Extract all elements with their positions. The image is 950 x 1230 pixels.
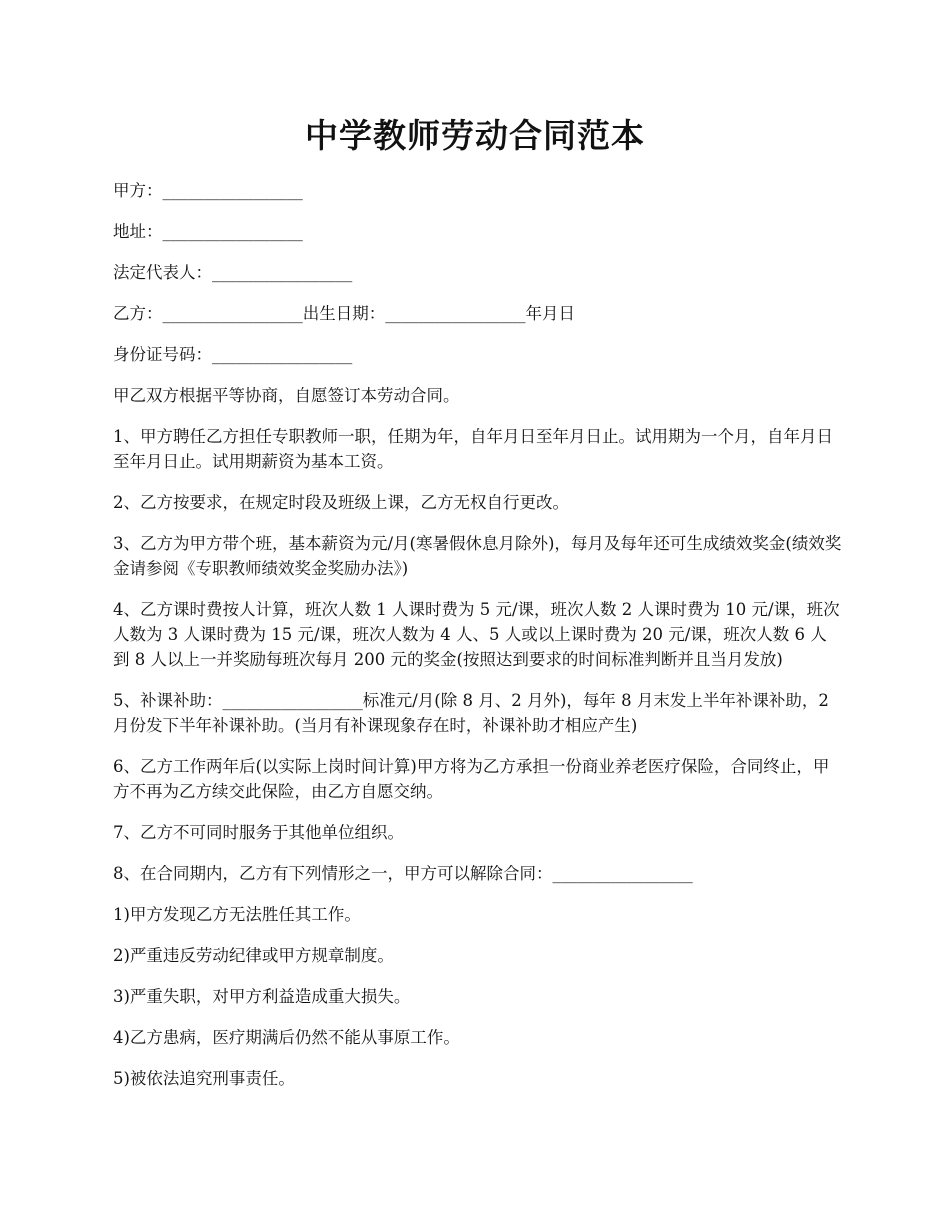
clause-2: 2、乙方按要求，在规定时段及班级上课，乙方无权自行更改。 xyxy=(113,493,569,512)
clause-3: 3、乙方为甲方带个班，基本薪资为元/月(寒暑假休息月除外)，每月及每年还可生成绩效奖金(绩效奖金请参阅《专职教师绩效奖金奖励办法》) xyxy=(113,534,842,578)
party-b-birthdate-field: 乙方：_________________出生日期：_________________年月日 xyxy=(113,304,575,323)
intro-paragraph: 甲乙双方根据平等协商，自愿签订本劳动合同。 xyxy=(113,386,460,405)
clause-8-item-4: 4)乙方患病，医疗期满后仍然不能从事原工作。 xyxy=(113,1028,460,1047)
clause-8-item-1: 1)甲方发现乙方无法胜任其工作。 xyxy=(113,905,361,924)
clause-8-item-5: 5)被依法追究刑事责任。 xyxy=(113,1069,295,1088)
clause-4: 4、乙方课时费按人计算，班次人数 1 人课时费为 5 元/课，班次人数 2 人课时费为 10 元/课，班次人数为 3 人课时费为 15 元/课，班次人数为 4 人、5 人或以上课时费为 20 元/课，班次人数 6 人到 8 人以上一并奖励每班次每月 200 元的奖金(按照达到要求的时间标准判断并且当月发放) xyxy=(113,600,840,669)
clause-6: 6、乙方工作两年后(以实际上岗时间计算)甲方将为乙方承担一份商业养老医疗保险，合同终止，甲方不再为乙方续交此保险，由乙方自愿交纳。 xyxy=(113,757,830,801)
clause-1: 1、甲方聘任乙方担任专职教师一职，任期为年，自年月日至年月日止。试用期为一个月，自年月日至年月日止。试用期薪资为基本工资。 xyxy=(113,427,833,471)
clause-8-item-2: 2)严重违反劳动纪律或甲方规章制度。 xyxy=(113,946,394,965)
party-a-field: 甲方：_________________ xyxy=(113,181,303,200)
legal-representative-field: 法定代表人：_________________ xyxy=(113,263,353,282)
document-title: 中学教师劳动合同范本 xyxy=(305,116,645,155)
address-field: 地址：_________________ xyxy=(113,222,303,241)
clause-8-item-3: 3)严重失职，对甲方利益造成重大损失。 xyxy=(113,987,411,1006)
clause-7: 7、乙方不可同时服务于其他单位组织。 xyxy=(113,823,404,842)
clause-8: 8、在合同期内，乙方有下列情形之一，甲方可以解除合同：_________________ xyxy=(113,864,693,883)
id-number-field: 身份证号码：_________________ xyxy=(113,345,353,364)
clause-5: 5、补课补助：_________________标准元/月(除 8 月、2 月外)，每年 8 月末发上半年补课补助，2 月份发下半年补课补助。(当月有补课现象存在时，补课补助才相应产生) xyxy=(113,691,829,735)
document-body xyxy=(113,178,843,1107)
